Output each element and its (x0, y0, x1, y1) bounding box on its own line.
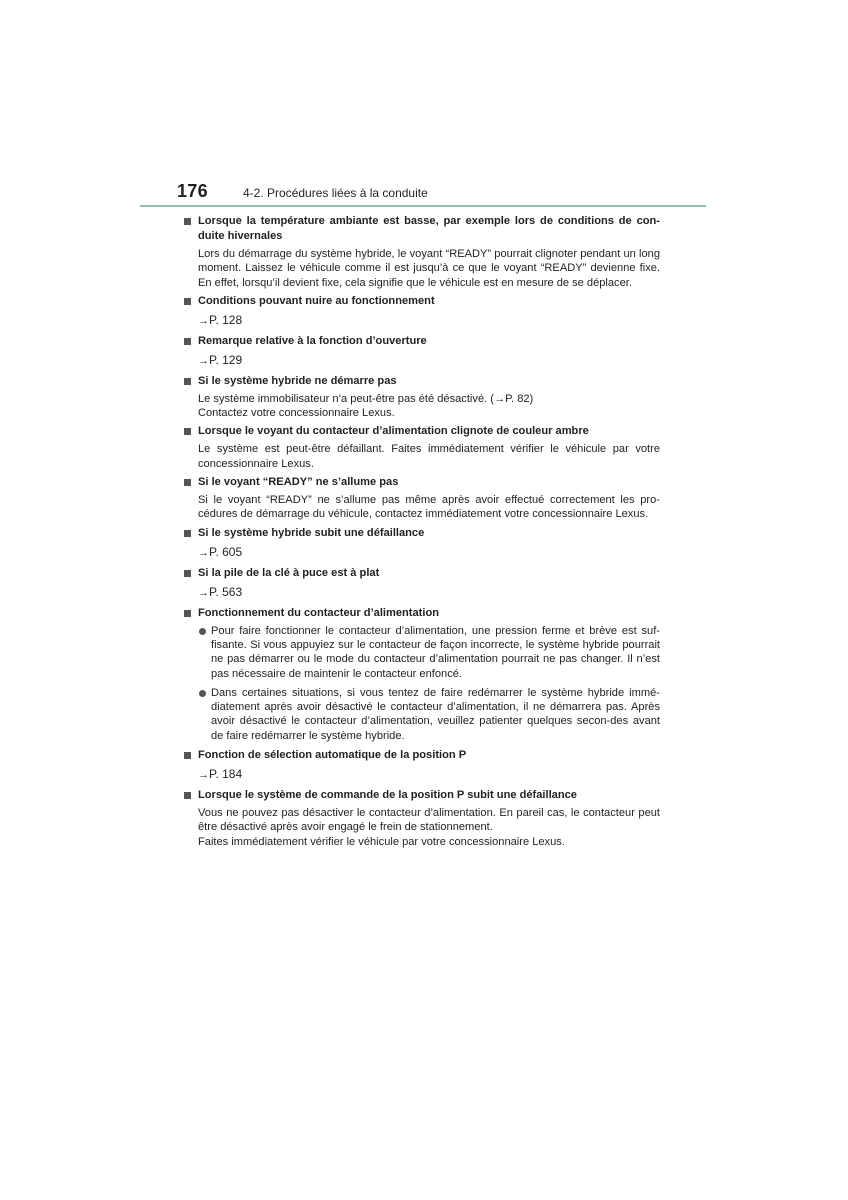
square-bullet-icon (184, 479, 191, 486)
page-reference[interactable]: →P. 563 (198, 584, 243, 599)
square-bullet-icon (184, 752, 191, 759)
section-heading: Fonction de sélection automatique de la position P (184, 748, 660, 763)
square-bullet-icon (184, 530, 191, 537)
section-hybrid-failure (184, 526, 660, 562)
header-rule (140, 205, 706, 207)
section-operating-conditions (184, 294, 660, 330)
arrow-right-icon: → (198, 586, 209, 599)
bullet-list (184, 624, 660, 743)
section-hybrid-no-start (184, 374, 660, 421)
square-bullet-icon (184, 792, 191, 799)
arrow-right-icon: → (198, 314, 209, 327)
section-amber-indicator (184, 424, 660, 471)
paragraph: Faites immédiatement vérifier le véhicule par votre concessionnaire Lexus. (198, 835, 565, 848)
square-bullet-icon (184, 378, 191, 385)
section-ready-not-lit (184, 475, 660, 522)
section-body (184, 392, 660, 421)
section-heading: Fonctionnement du contacteur d’alimentation (184, 606, 660, 621)
section-auto-p-position (184, 748, 660, 784)
page-reference[interactable]: →P. 184 (198, 767, 243, 782)
square-bullet-icon (184, 298, 191, 305)
arrow-right-icon: → (198, 546, 209, 559)
page-reference[interactable]: →P. 129 (198, 352, 243, 367)
arrow-right-icon: → (198, 769, 209, 782)
square-bullet-icon (184, 610, 191, 617)
section-heading: Remarque relative à la fonction d’ouverture (184, 334, 660, 349)
round-bullet-icon (199, 690, 206, 697)
chapter-title: 4-2. Procédures liées à la conduite (243, 186, 428, 200)
section-key-battery (184, 566, 660, 602)
section-body (184, 247, 660, 290)
paragraph: Le système est peut-être défaillant. Faites immédiatement vérifier le véhicule par votre concessionnaire Lexus. (198, 443, 660, 470)
paragraph: Contactez votre concessionnaire Lexus. (198, 407, 395, 420)
section-body (184, 493, 660, 522)
arrow-right-icon: → (198, 354, 209, 367)
square-bullet-icon (184, 338, 191, 345)
page-reference[interactable]: →P. 605 (198, 544, 243, 559)
section-body (184, 806, 660, 849)
page-reference[interactable]: →P. 128 (198, 312, 243, 327)
section-unlock-function (184, 334, 660, 370)
paragraph: Si le voyant “READY” ne s’allume pas même après avoir effectué correctement les pro-cédures de démarrage du véhicule, contactez immédiatement votre concessionnaire Lexus. (198, 494, 660, 521)
paragraph: Lors du démarrage du système hybride, le voyant “READY” pourrait clignoter pendant un long moment. Laissez le véhicule comme il est jusqu’à ce que le voyant “READY” devienne fixe. En effet, lorsqu’il devient fixe, cela signifie que le véhicule est en mesure de se déplacer. (198, 248, 660, 289)
round-bullet-icon (199, 628, 206, 635)
paragraph: Vous ne pouvez pas désactiver le contacteur d’alimentation. En pareil cas, le contacteur peut être désactivé après avoir engagé le frein de stationnement. (198, 807, 660, 834)
list-item: Pour faire fonctionner le contacteur d’alimentation, une pression ferme et brève est suf-fisante. Si vous appuyiez sur le contacteur de façon incorrecte, le système hybride pourrait ne pas démarrer ou le mode du contacteur d’alimentation pourrait ne pas changer. Il n’est pas nécessaire de maintenir le contacteur enfoncé. (198, 624, 660, 681)
page-content (184, 214, 660, 853)
section-heading: Conditions pouvant nuire au fonctionnement (184, 294, 660, 309)
section-heading: Lorsque le système de commande de la position P subit une défaillance (184, 788, 660, 803)
section-cold-weather (184, 214, 660, 290)
section-heading: Lorsque la température ambiante est basse, par exemple lors de conditions de con-duite hivernales (184, 214, 660, 244)
square-bullet-icon (184, 428, 191, 435)
section-heading: Si le système hybride ne démarre pas (184, 374, 660, 389)
list-item: Dans certaines situations, si vous tentez de faire redémarrer le système hybride immé-diatement après avoir désactivé le contacteur d’alimentation, il ne démarrera pas. Après avoir désactivé le contacteur d’alimentation, veuillez patienter quelques secon-des avant de faire redémarrer le système hybride. (198, 686, 660, 743)
section-p-position-failure (184, 788, 660, 849)
page-header (140, 180, 706, 208)
section-heading: Si le voyant “READY” ne s’allume pas (184, 475, 660, 490)
section-body (184, 442, 660, 471)
paragraph: Le système immobilisateur n’a peut-être pas été désactivé. (→P. 82) (198, 392, 534, 405)
section-heading: Si le système hybride subit une défaillance (184, 526, 660, 541)
square-bullet-icon (184, 218, 191, 225)
square-bullet-icon (184, 570, 191, 577)
section-heading: Si la pile de la clé à puce est à plat (184, 566, 660, 581)
section-heading: Lorsque le voyant du contacteur d’alimentation clignote de couleur ambre (184, 424, 660, 439)
section-power-switch-operation (184, 606, 660, 743)
page-number: 176 (177, 181, 208, 201)
